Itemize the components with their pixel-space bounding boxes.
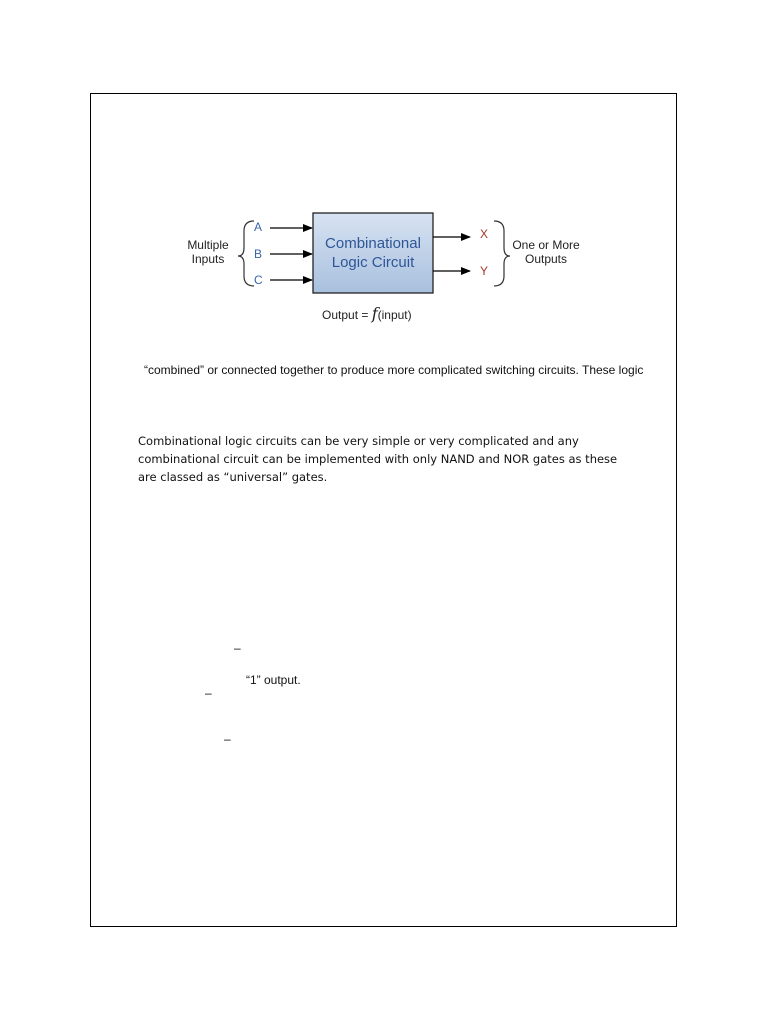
- combined-text-line: “combined” or connected together to produce more complicated switching circuits. These logic: [144, 363, 644, 377]
- para-line3: are classed as “universal” gates.: [138, 470, 328, 484]
- logic-box-label: [313, 213, 433, 293]
- dash-2: –: [205, 686, 212, 700]
- input-b-label: B: [254, 247, 263, 261]
- one-output-text: “1” output.: [246, 673, 301, 687]
- dash-3: –: [224, 732, 231, 746]
- output-brace: [494, 221, 510, 286]
- input-brace: [238, 221, 254, 286]
- formula-f: f: [371, 304, 378, 323]
- input-c-label: C: [254, 273, 263, 287]
- formula-prefix: Output =: [322, 308, 372, 322]
- outputs-label-line2: Outputs: [524, 252, 568, 266]
- dash-1: –: [234, 641, 241, 655]
- output-y-label: Y: [480, 264, 489, 278]
- outputs-label-line1: One or More: [512, 238, 580, 252]
- box-line2: Logic Circuit: [331, 254, 415, 271]
- input-a-label: A: [254, 220, 263, 234]
- formula-suffix: (input): [377, 308, 412, 322]
- para-line2: combinational circuit can be implemented with only NAND and NOR gates as these: [138, 452, 618, 466]
- box-line1: Combinational: [325, 235, 421, 252]
- output-formula: [322, 304, 412, 323]
- one-or-more-outputs-label: [510, 238, 582, 266]
- multiple-inputs-label: [182, 238, 234, 266]
- inputs-label-line2: Inputs: [191, 252, 225, 266]
- inputs-label-line1: Multiple: [187, 238, 229, 252]
- para-line1: Combinational logic circuits can be very simple or very complicated and any: [138, 434, 579, 448]
- universal-gates-paragraph: [138, 432, 618, 486]
- output-x-label: X: [480, 227, 489, 241]
- combinational-logic-diagram: [150, 200, 630, 330]
